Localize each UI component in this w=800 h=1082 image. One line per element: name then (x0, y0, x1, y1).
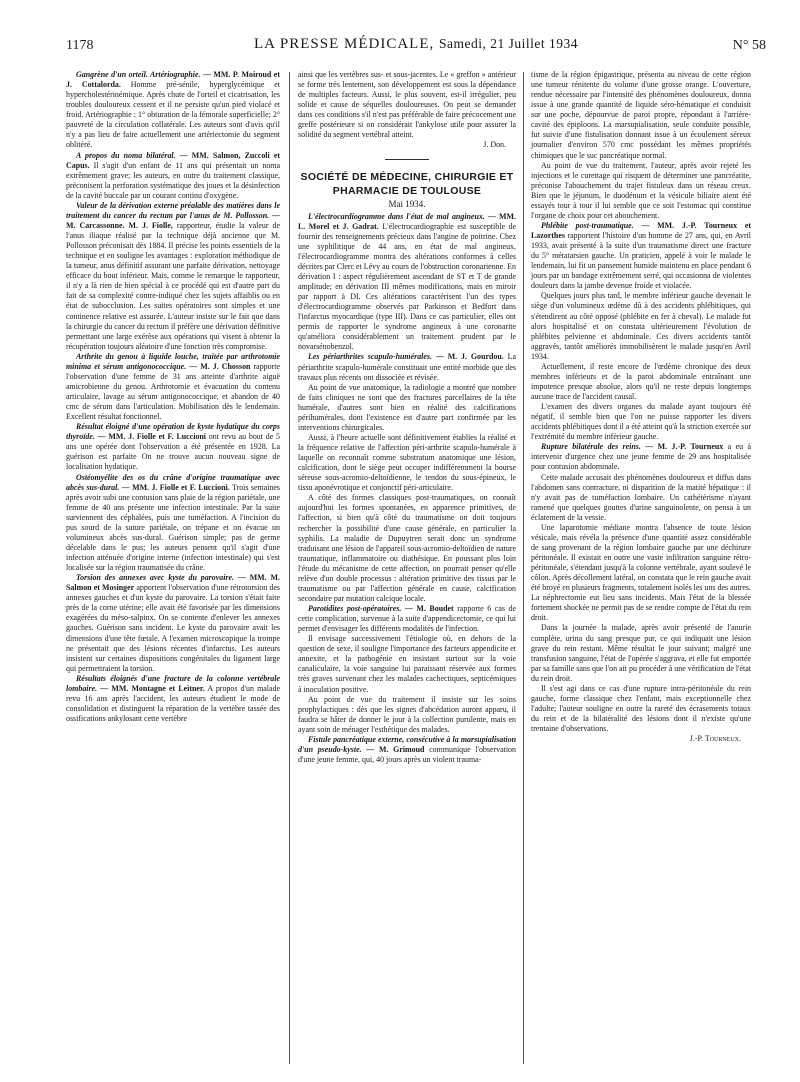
column-divider (289, 72, 290, 1064)
article-authors: — MM. J.-P. Tourneux et Lazorthes (531, 220, 751, 240)
article-heading: Ostéomyélite des os du crâne d'origine traumatique avec abcès sus-dural. (66, 472, 280, 492)
column-1 (66, 70, 280, 1070)
article-paragraph (298, 433, 516, 493)
article-paragraph (531, 291, 751, 361)
article-paragraph (66, 352, 280, 422)
article-paragraph (531, 161, 751, 221)
article-paragraph (531, 623, 751, 683)
article-text: ont revu au bout de 5 ans une opérée dont l'observation a été présentée en 1928. La guérison est parfaite On ne trouve aucun nouveau signe de localisation hydatique. (66, 432, 280, 472)
article-text: Au point de vue anatomique, la radiologie a montré que nombre de faits cliniques ne sont que des fractures parcellaires de la tête humérale, d'autres sont bien en réalité des calcifications périhumérales, dont l'existence est d'autre part confirmée par les interventions chirurgicales. (298, 382, 516, 432)
article-paragraph (66, 201, 280, 352)
article-authors: — MM. P. Moiroud et J. Cottalorda. (66, 70, 280, 90)
article-text: La périarthrite scapulo-humérale constituait une entité morbide que des travaux plus récents ont dissociée et révisée. (298, 352, 516, 382)
article-paragraph (531, 362, 751, 402)
article-text: A propos d'un malade revu 16 ans après l'accident, les auteurs étudient le mode de consolidation et distinguent la réparation de la vertèbre tassée des ossifications ankylosant cette vertèbre (66, 683, 280, 723)
article-authors: — MM. J. Fiolle et F. Luccioni (94, 432, 206, 442)
article-authors: — M. J. Chosson (186, 361, 251, 371)
section-divider (385, 159, 429, 160)
article-authors: — M. J. Gourdou. (431, 352, 504, 362)
article-paragraph (66, 70, 280, 151)
article-paragraph (66, 473, 280, 574)
article-paragraph (531, 523, 751, 624)
article-paragraph (298, 212, 516, 353)
article-paragraph (531, 402, 751, 442)
article-heading: Résultats éloignés d'une fracture de la colonne vertébrale lombaire. (66, 673, 280, 693)
signature: J.-P. Tourneux. (689, 734, 741, 744)
column-divider (523, 72, 524, 1064)
article-paragraph (531, 221, 751, 291)
article-paragraph (298, 634, 516, 694)
article-text: communique l'observation d'une jeune femme, qui, 40 jours après un violent trauma- (298, 744, 516, 764)
article-paragraph (531, 473, 751, 523)
article-authors: — M. Carcassonne. M. J. Fiolle, (66, 210, 280, 230)
article-text: Une laparotomie médiane montra l'absence de toute lésion vésicale, mais révéla la présence d'une quantité assez considérable de sang provenant de la région lombaire gauche par une déchirure péritonéale. Il existait en outre une vaste infiltration sanguine rétro-péritonéale, s'étendant jusqu'à la colonne vertébrale, ayant soulevé le côlon. Après décollement latéral, on constata que le rein gauche avait été broyé en plusieurs fragments, totalement isolés les uns des autres. La néphrectomie eut lieu sans incidents. Mais l'état de la blessée fortement shockée ne permit pas de se rendre compte de l'état du rein droit. (531, 522, 751, 623)
article-paragraph (298, 695, 516, 735)
column-2-articles (298, 212, 516, 765)
article-text: L'électrocardiographie est susceptible de fournir des renseignements précieux dans l'angine de poitrine. Chez une syphilitique de 44 ans, en état de mal angineux, l'électrocardiogramme montra des altérations conformes à celles décrites par Clerc et Lévy au cours de l'obstruction coronarienne. En dérivation I : aspect régulièrement ascendant de ST et T de grande amplitude; en dérivation III mêmes modifications, mais en miroir par rapport à DI. Ces altérations caractérisent l'un des types d'électrocardiogramme observés par Parkinson et Bedfort dans l'infarctus myocardique (type III). Dans ce cas particulier, elles ont permis de rapporter le syndrome angineux à une coronarite qu'améliora considérablement un traitement prudent par le novarsénobenzol. (298, 221, 516, 352)
article-heading: Phlébite post-traumatique. (541, 220, 634, 230)
article-heading: A propos du noma bilatéral. (76, 150, 176, 160)
article-heading: Les périarthrites scapulo-humérales. (308, 352, 432, 362)
article-text: rapportent l'histoire d'un homme de 27 ans, qui, en Avril 1933, avait présenté à la suite d'un traumatisme direct une fracture du 5° métatarsien gauche. Un praticien, appelé à voir le malade le lendemain, lui fit un pansement humide maintenu en place pendant 6 jours par un bandage extrêmement serré, qui occasionna de violentes douleurs dans la jambe devenue froide et violacée. (531, 231, 751, 291)
society-date: Mai 1934. (388, 198, 426, 209)
article-text: Au point de vue du traitement, l'auteur, après avoir rejeté les injections et le curettage qui risquent de déterminer une pancréatite, préconise l'abouchement du trajet fistuleux dans un réseau creux. Bien que le jéjunum, le duodénum et la vésicule biliaire aient été essayés tour à tour il lui semble que ce soit l'estomac qui constitue l'organe de choix pour cet abouchement. (531, 160, 751, 220)
article-heading: Parotidites post-opératoires. (308, 604, 402, 613)
article-heading: L'électrocardiogramme dans l'état de mal angineux. (308, 211, 485, 221)
article-paragraph (66, 573, 280, 674)
signature: J. Don. (483, 140, 506, 150)
article-paragraph (66, 422, 280, 472)
article-heading: Gangrène d'un orteil. Artériographie. (76, 70, 201, 79)
article-text: Il s'agit d'un enfant de 11 ans qui présentait un noma extrêmement grave; les auteurs, en outre du traitement classique, préconisent la perforation systématique des joues et la désinfection de la cavité buccale par un courant continu d'oxygène. (66, 160, 280, 200)
column-3 (531, 70, 751, 1070)
continued-text: ainsi que les vertèbres sus- et sous-jacentes. Le « greffon » antérieur se forme très lentement, son développement est sous la dépendance de multiples facteurs. Aussi, le plus souvent, est-il irrégulier, peu solide et cause de séquelles douloureuses. On peut se demander dans ces conditions s'il n'est pas préférable de faire précocement une greffe postérieure si on considérait l'ankylose utile pour assurer la solidité du segment vertébral atteint. (298, 70, 516, 140)
article-heading: Valeur de la dérivation externe préalable des matières dans le traitement du cancer du rectum par l'anus de M. Pollosson. (66, 200, 280, 220)
article-paragraph (298, 735, 516, 765)
article-paragraph (298, 493, 516, 604)
article-text: apportent l'observation d'une rétrotorsion des annexes gauches et d'un kyste du parovaire. La torsion s'était faite près de la corne utérine; elle avait été favorisée par les dimensions exagérées du méso-salpinx. On se contente d'enlever les annexes gauches. Guérison sans incident. Le kyste du parovaire avait les dimensions d'une tête fœtale. A l'examen microscopique la trompe ne présentait que des lésions récentes d'infarctus. Les auteurs insistent sur certaines dispositions congénitales du ligament large qui permettraient la torsion. (66, 583, 280, 673)
issue-number: N° 58 (732, 38, 766, 53)
article-heading: Arthrite du genou à liquide louche, traitée par arthrotomie minima et sérum antigonococcique. (66, 351, 280, 371)
article-text: tisme de la région épigastrique, présenta au niveau de cette région une tumeur rénitente du volume d'une grosse orange. L'ouverture, rendue nécessaire par l'intensité des phénomènes douloureux, donna issue à une grande quantité de liquide séro-hématique et conduisit sur une poche, dépourvue de paroi propre, répondant à l'arrière-cavité des épiploons. La marsupialisation, seule conduite possible, fut suivie d'une fistulisation donnant issue à un écoulement séreux journalier d'environ 570 cmc possédant les mêmes propriétés chimiques que le suc pancréatique normal. (531, 70, 751, 160)
article-text: a eu à intervenir d'urgence chez une jeune femme de 29 ans hospitalisée pour contusion abdominale. (531, 442, 751, 472)
article-text: Il envisage successivement l'étiologie où, en dehors de la question de sexe, il souligne l'importance des facteurs appendicite et annexite, et la pathogénie en insistant surtout sur la voie canaliculaire, la voie sanguine lui paraissant réservée aux formes très graves survenant chez les malades cachectiques, septicémiques à inoculation positive. (298, 634, 516, 694)
society-title: SOCIÉTÉ DE MÉDECINE, CHIRURGIE ET PHARMACIE DE TOULOUSE (300, 170, 514, 197)
article-authors: — MM. M. Salmon et Mosinger (66, 573, 280, 593)
article-authors: — M. J.-P. Tourneux (640, 442, 724, 452)
article-paragraph (531, 684, 751, 734)
article-text: Cette malade accusait des phénomènes douloureux et diffus dans l'abdomen sans contracture, ni disparition de la matité hépatique : il n'y avait pas de tuméfaction lombaire. Un cathétérisme n'ayant ramené que quelques gouttes d'urine sanguinolente, on pensa à un éclatement de la vessie. (531, 472, 751, 522)
article-text: L'examen des divers organes du malade ayant toujours été négatif, il semble bien que l'on ne puisse rapporter les divers accidents phlébitiques dont il a été atteint qu'à la striction exercée sur l'extrémité du membre inférieur gauche. (531, 402, 751, 442)
article-paragraph (298, 352, 516, 382)
page-number: 1178 (66, 38, 94, 53)
article-authors: — M. Grimoud (361, 744, 425, 754)
article-text: Trois semaines après avoir subi une contusion sans plaie de la région pariétale, une femme de 40 ans présente une infection intestinale. Par la suite surviennent des céphalées, puis une tuméfaction. A l'incision du pus sourd de la suture pariétale, on trépane et on évacue un volumineux abcès sus-dural. Guérison simple; pas de germe décelable dans le pus; les auteurs pensent qu'il s'agit d'une infection atténuée d'origine interne (infection intestinale) qui s'est localisée sur la région traumatisée du crâne. (66, 482, 280, 573)
journal-name: LA PRESSE MÉDICALE, (253, 36, 435, 52)
article-heading: Résultat éloigné d'une opération de kyste hydatique du corps thyroïde. (66, 422, 280, 442)
column-3-articles (531, 70, 751, 734)
article-text: Il s'est agi dans ce cas d'une rupture intra-péritonéale du rein gauche, forme classique chez l'enfant, mais exceptionnelle chez l'adulte; l'auteur souligne en outre la rareté des écrasements totaux du rein et de la bilatéralité des lésions dont il n'existe qu'une trentaine d'observations. (531, 683, 751, 734)
article-heading: Fistule pancréatique externe, consécutive à la marsupialisation d'un pseudo-kyste. (298, 734, 516, 754)
article-authors: — MM. L. Morel et J. Gadrat. (298, 211, 516, 231)
article-text: Au point de vue du traitement il insiste sur les soins prophylactiques : dès que les signes d'abcédation auront apparu, il faudra se hâter de donner le jour à la collection purulente, mais en ayant soin de ménager l'esthétique des malades. (298, 694, 516, 734)
article-text: rapporteur, étudie la valeur de l'anus iliaque réalisé par la technique déjà ancienne que M. Pollosson préconisait dès 1884. Il précise les points essentiels de la technique et en souligne les avantages : exploration méthodique de la tumeur, anus définitif assurant une parfaite dérivation, nettoyage efficace du bout inférieur. Mais, comme le remarque le rapporteur, il n'y a là rien de bien spécial à ce procédé qui est d'autre part du fait de sa complexité contre-indiqué chez les sujets affaiblis ou en état de subocclusion. Les suites opératoires sont simples et une continence relative est assurée. L'auteur insiste sur le fait que dans la chirurgie du cancer du rectum il préfère une dérivation définitive permettant une large exérèse aux opérations qui visent à obtenir la récupération toujours aléatoire d'une fonction très compromise. (66, 220, 280, 351)
article-text: rapporte l'observation d'une femme de 31 ans atteinte d'arthrite aiguë amicrobienne du genou. Arthrotomie et évacuation du contenu articulaire, lavage au sérum antigonococcique, et abandon de 40 cmc de sérum dans l'articulation. Mobilisation dès le lendemain. Excellent résultat fonctionnel. (66, 361, 280, 422)
article-paragraph (298, 383, 516, 433)
column-2 (298, 70, 516, 1070)
journal-title-line (66, 36, 766, 53)
article-heading: Rupture bilatérale des reins. (541, 442, 641, 452)
article-paragraph (531, 70, 751, 161)
issue-date: Samedi, 21 Juillet 1934 (439, 36, 578, 51)
article-text: Homme pré-sénile, hyperglycémique et hypercholestérinémique. Après chute de l'orteil et cicatrisation, les troubles douloureux cessent et il ne persiste qu'un pied violacé et froid. Artériographie : 1° obturation de la fémorale superficielle; 2° pauvreté de la circulation collatérale. Les auteurs sont d'avis qu'il n'y a pas lieu de faire actuellement une artériectomie du segment oblitéré. (66, 80, 280, 150)
article-text: Dans la journée la malade, après avoir présenté de l'anurie complète, urina du sang presque pur, ce qui indiquait une lésion grave du rein restant. Même résultat le jour suivant; malgré une transfusion sanguine, l'état de l'opérée s'aggrava, et elle fut emportée par sa famille sans que l'on ait pu procéder à une vérification de l'état du rein droit. (531, 623, 751, 683)
article-authors: — MM. Montagne et Leitner. (97, 683, 205, 693)
article-paragraph (298, 604, 516, 634)
article-paragraph (66, 151, 280, 201)
page-header (66, 36, 766, 58)
article-paragraph (66, 674, 280, 724)
article-authors: — MM. Salmon, Zuccoli et Capus. (66, 150, 280, 170)
article-text: A côté des formes classiques post-traumatiques, on connaît aujourd'hui les formes spontanées, en apparence primitives, de l'affection, si bien qu'à côté du traumatisme on doit toujours rechercher la possibilité d'une cause générale, en particulier la syphilis. La maladie de Dupuytren serait donc un syndrome traduisant une lésion de l'appareil sous-acromio-deltoïdien de nature traumatique, inflammatoire ou diathésique. En poussant plus loin l'étude du mécanisme de cette affection, on pourrait penser qu'elle relève d'un double processus : altération primitive des tissus par le traumatisme ou par l'affection générale en cause, calcification secondaire par mutation calcique locale. (298, 493, 516, 603)
article-text: rapporte 6 cas de cette complication, survenue à la suite d'appendicectomie, ce qui lui permet d'envisager les différents modalités de l'infection. (298, 604, 516, 634)
article-text: Quelques jours plus tard, le membre inférieur gauche devenait le siège d'un volumineux œdème dû à des accidents phlébitiques, qui s'étendirent au côté opposé (phlébite en fer à cheval). Le malade fut alors hospitalisé et on constata ultérieurement l'évolution de phlébites pelvienne et abdominale. Ces divers accidents tantôt aggravés, tantôt améliorés immobilisèrent le malade jusqu'en Avril 1934. (531, 291, 751, 361)
article-paragraph (531, 442, 751, 472)
article-text: Actuellement, il reste encore de l'œdème chronique des deux membres inférieurs et de la paroi abdominale entraînant une impotence presque absolue, alors qu'il ne reste depuis longtemps aucune trace de l'accident causal. (531, 361, 751, 401)
article-heading: Torsion des annexes avec kyste du parovaire. (76, 573, 235, 583)
article-text: Aussi, à l'heure actuelle sont définitivement établies la réalité et la fréquence relative de l'affection péri-arthrite scapulo-humérale à laquelle on reconnaît comme substratum anatomique une lésion, calcification, dont le siège peut occuper indifféremment la bourse séreuse sous-acromio-deltoïdienne, le tendon du sous-épineux, le tissu aponévrotique et conjonctif péri-articulaire. (298, 432, 516, 493)
article-authors: — MM. J. Fiolle et F. Luccioni. (119, 482, 230, 492)
article-authors: — M. Boudet (401, 604, 454, 613)
